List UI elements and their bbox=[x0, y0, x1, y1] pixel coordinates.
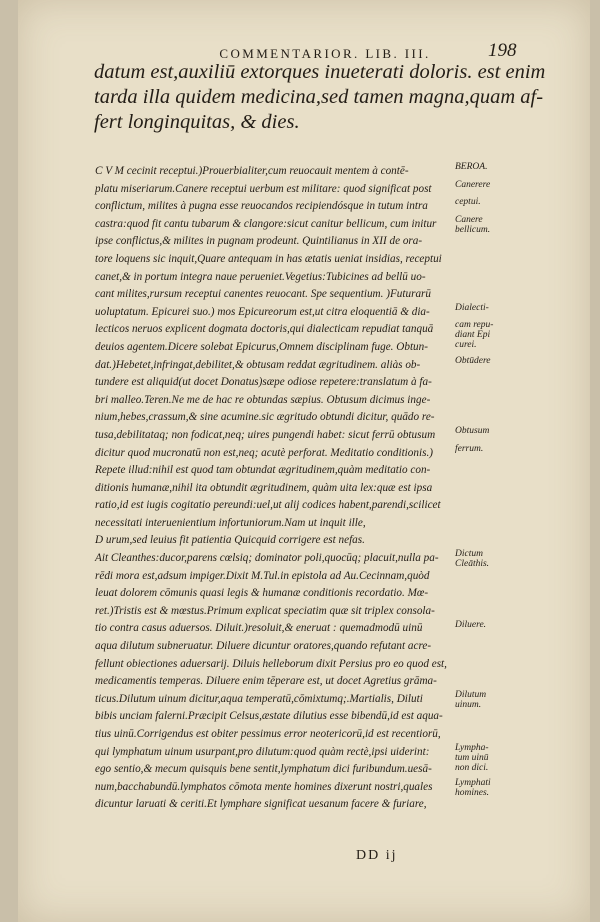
text-line: num,bacchabundū.lymphatos cōmota mente homines dixerunt nostri,quales bbox=[95, 780, 433, 793]
margin-note-line: Obtūdere bbox=[455, 355, 491, 366]
margin-note bbox=[455, 197, 481, 207]
margin-note bbox=[455, 444, 483, 454]
margin-note-line: Diluere. bbox=[455, 619, 487, 630]
text-line: tore loquens sic inquit,Quare antequam in has ætatis ueniat insidias, receptui bbox=[95, 252, 442, 265]
margin-note bbox=[455, 743, 489, 773]
lemma-line: tarda illa quidem medicina,sed tamen magna,quam af- bbox=[94, 86, 544, 108]
text-line: medicamentis temperas. Diluere enim tēperare est, ut docet Agretius grāma- bbox=[95, 675, 437, 688]
text-line: tusa,debilitataq; non fodicat,neq; uires pungendi habet: sicut ferrū obtusum bbox=[95, 428, 436, 441]
text-line: tius uinū.Corrigendus est obiter pessimus error neotericorū,id est recentiorū, bbox=[95, 728, 441, 740]
text-line: ret.)Tristis est & mœstus.Primum explicat speciatim quæ sit triplex consola- bbox=[95, 604, 435, 617]
margin-note-line: homines. bbox=[455, 788, 490, 798]
margin-note-line: Canere bbox=[455, 214, 483, 225]
margin-note-line: diant Epi bbox=[455, 330, 491, 341]
text-line: Repete illud:nihil est quod tam obtundat ægritudinem,quàm meditatio con- bbox=[95, 464, 431, 477]
text-line: tundere est aliquid(ut docet Donatus)sæpe odiose repetere:translatum à fa- bbox=[95, 376, 432, 389]
margin-note bbox=[455, 778, 491, 798]
text-line: ipse conflictus,& milites in pugnam prodeunt. Quintilianus in XII de ora- bbox=[95, 235, 423, 248]
lemma-line: datum est,auxiliū extorques inueterati doloris. est enim bbox=[94, 61, 546, 83]
text-line: necessitati interuenientium infortuniorum.Nam ut inquit ille, bbox=[95, 516, 366, 529]
text-line: canet,& in portum integra naue perueniet.Vegetius:Tubicines ad bellū uo- bbox=[95, 270, 426, 283]
margin-note-line: Cleāthis. bbox=[455, 559, 490, 570]
text-line: fellunt obiectiones aduersarij. Diluis helleborum dixit Persius pro eo quod est, bbox=[95, 657, 447, 670]
text-line: platu miseriarum.Canere receptui uerbum est militare: quod significat post bbox=[95, 182, 432, 195]
text-line: cant milites,rursum receptui canentes reuocant. Spe sequentium. )Futurarū bbox=[95, 288, 431, 301]
margin-note-line: Canerere bbox=[455, 179, 491, 190]
text-line: ticus.Dilutum uinum dicitur,aqua temperatū,cōmixtumq;.Martialis, Diluti bbox=[95, 692, 423, 705]
margin-note-line: Dictum bbox=[455, 549, 483, 560]
text-line: qui lymphatum uinum usurpant,pro dilutum:quod quàm rectè,ipsi uiderint: bbox=[95, 745, 430, 758]
text-line: C V M cecinit receptui.)Prouerbialiter,cum reuocauit mentem à contē- bbox=[95, 165, 409, 177]
text-line: ratio,id est iugis cogitatio pereundi:uel,ut alij codices habent,parendi,scilicet bbox=[95, 499, 441, 512]
margin-note bbox=[455, 303, 489, 313]
margin-note-line: Dilutum bbox=[455, 690, 487, 700]
margin-note-line: Lympha- bbox=[455, 742, 489, 753]
margin-note bbox=[455, 620, 486, 630]
folio-number: 198 bbox=[488, 40, 517, 61]
margin-note bbox=[455, 180, 490, 190]
text-line: leuat dolorem cōmunis quasi legis & humanæ conditionis recordatio. Mœ- bbox=[95, 587, 429, 600]
text-line: ditionis humanæ,nihil ita obtundit ægritudinem, quàm uita lex:quæ est ipsa bbox=[95, 481, 433, 494]
margin-note-line: non dici. bbox=[455, 762, 489, 773]
text-line: rēdi mora est,adsum impiger.Dixit M.Tul.in epistola ad Au.Cecinnam,quòd bbox=[95, 569, 430, 582]
margin-note-line: bellicum. bbox=[455, 224, 491, 235]
margin-note bbox=[455, 356, 491, 366]
margin-note-line: uinum. bbox=[455, 700, 482, 710]
text-line: bibis unciam falerni.Præcipit Celsus,æstate dilutius esse bibendū,id est aqua- bbox=[95, 710, 443, 723]
margin-note-line: Dialecti- bbox=[455, 302, 489, 313]
margin-note-line: curei. bbox=[455, 340, 477, 351]
text-line: dicitur quod mucronatū non est,neq; acutè perforat. Meditatio conditionis.) bbox=[95, 446, 433, 459]
text-line: nium,hebes,crassum,& sine acumine.sic ægritudo obtundi dicitur, quādo re- bbox=[95, 411, 435, 424]
margin-note-line: Obtusum bbox=[455, 426, 490, 436]
text-line: dat.)Hebetet,infringat,debilitet,& obtusam reddat ægritudinem. aliàs ob- bbox=[95, 358, 421, 371]
margin-note bbox=[455, 690, 486, 710]
text-line: bri malleo.Teren.Ne me de hac re obtundas sæpius. Obtusum dicimus inge- bbox=[95, 393, 431, 406]
margin-note-line: ferrum. bbox=[455, 443, 484, 454]
signature-mark: DD ij bbox=[356, 848, 398, 863]
text-line: D urum,sed leuius fit patientia Quicquid corrigere est nefas. bbox=[95, 534, 365, 547]
text-line: conflictum, milites à pugna esse reuocandos recipiendósque in tutum intra bbox=[95, 200, 428, 213]
margin-note-line: cam repu- bbox=[455, 320, 494, 331]
text-line: ego sentio,& mecum quisquis bene sentit,lymphatum dici furibundum.uesā- bbox=[95, 763, 432, 776]
text-line: aqua dilutum subneruatur. Diluere dicuntur oratores,quando refutant acre- bbox=[95, 640, 432, 653]
commentary-text bbox=[95, 163, 455, 814]
margin-note bbox=[455, 549, 489, 569]
margin-note bbox=[455, 320, 493, 350]
text-line: lecticos neruos explicent dogmata doctoris,qui dialecticam repudiat tanquā bbox=[95, 323, 434, 336]
margin-note-line: tum uinū bbox=[455, 752, 489, 763]
text-line: deuios agentem.Dicere solebat Epicurus,Omnem disciplinam fuge. Obtun- bbox=[95, 340, 428, 353]
margin-note-line: ceptui. bbox=[455, 197, 481, 208]
running-title: COMMENTARIOR. LIB. III. bbox=[219, 46, 431, 61]
text-line: tio contra casus aduersos. Diluit.)resoluit,& eneruat : quemadmodū uinū bbox=[95, 622, 423, 635]
margin-note bbox=[455, 215, 490, 235]
text-line: castra:quod fit cantu tubarum & clangore:sicut canitur bellicum, cum initur bbox=[95, 217, 437, 230]
margin-note bbox=[455, 426, 489, 436]
book-page bbox=[18, 0, 590, 922]
margin-note bbox=[455, 162, 487, 172]
text-line: uoluptatum. Epicurei suo.) mos Epicureorum est,ut citra eloquentiā & dia- bbox=[95, 305, 430, 318]
lemma-line: fert longinquitas, & dies. bbox=[94, 111, 300, 133]
margin-note-line: BEROA. bbox=[455, 162, 488, 172]
margin-note-line: Lymphati bbox=[455, 778, 491, 788]
text-line: dicuntur laruati & ceriti.Et lymphare significat uesanum facere & furiare, bbox=[95, 798, 427, 811]
text-line: Ait Cleanthes:ducor,parens cœlsiq; dominator poli,quocūq; placuit,nulla pa- bbox=[95, 552, 439, 565]
lemma-block bbox=[94, 60, 546, 135]
